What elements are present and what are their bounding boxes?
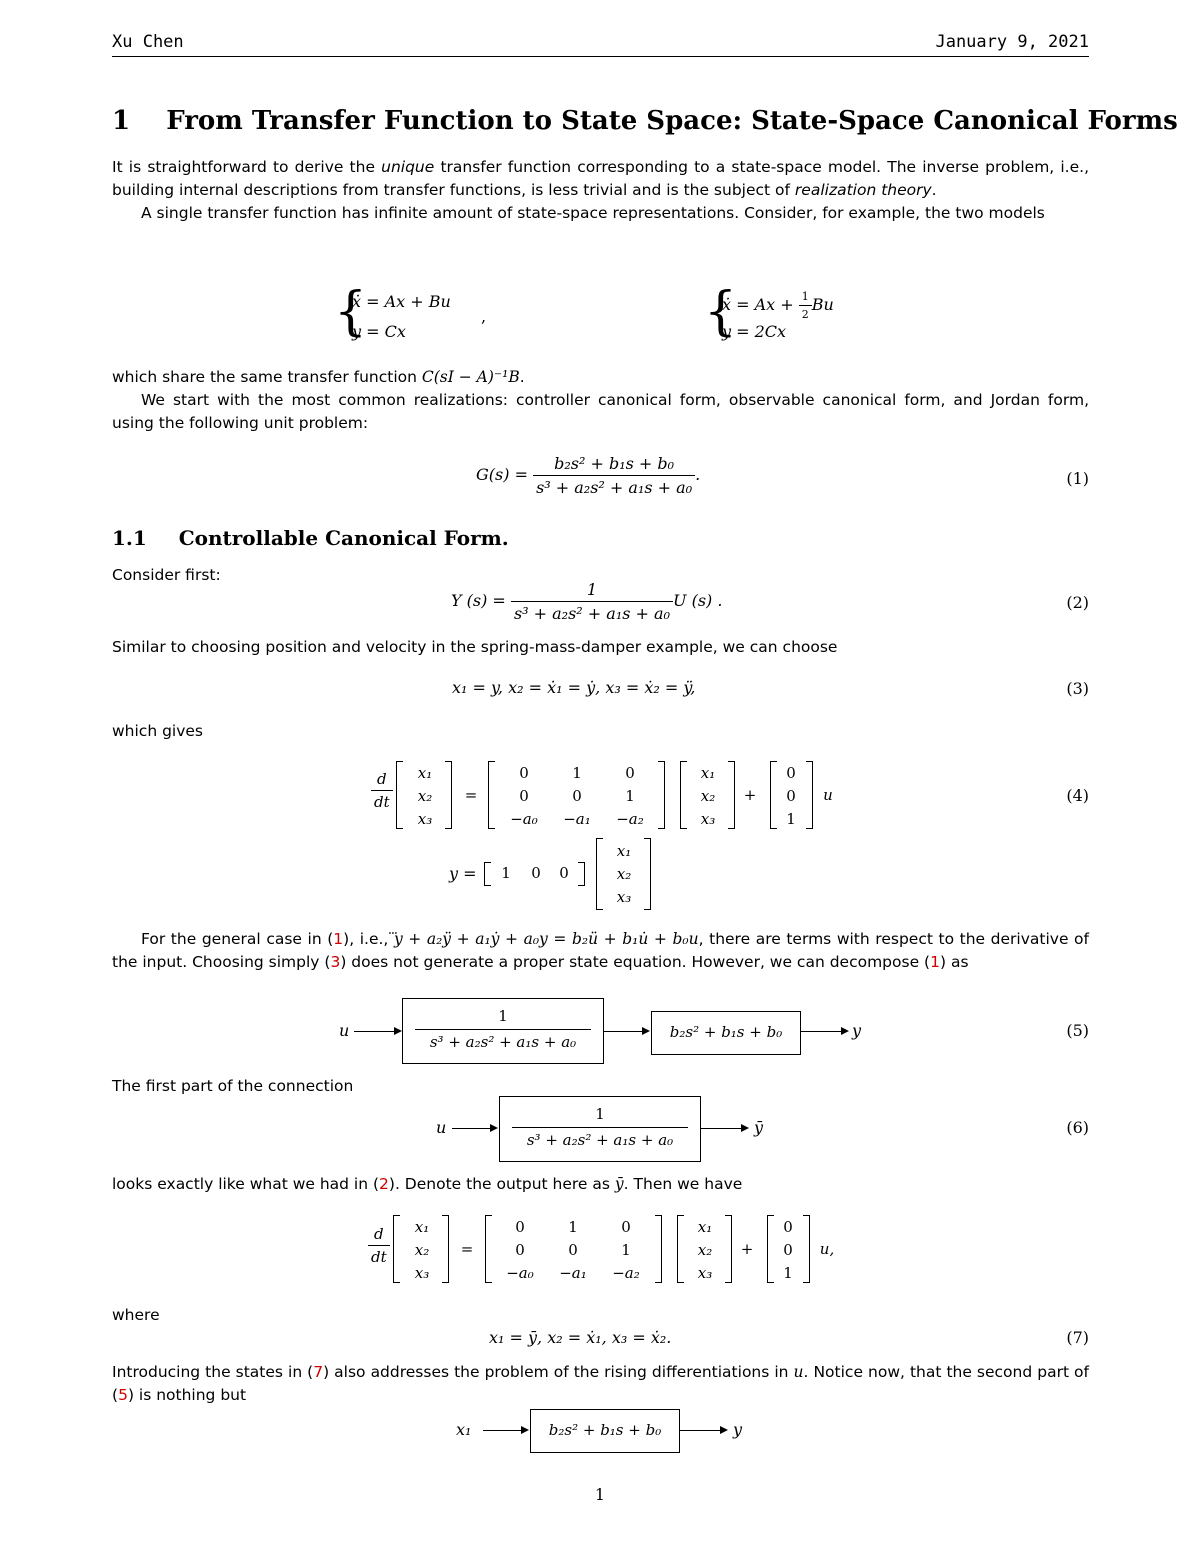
equ-x-bracket-right xyxy=(442,1215,449,1283)
eq4-x3: x₃ xyxy=(417,810,433,828)
para6-d: ) does not generate a proper state equation. However, we can decompose ( xyxy=(340,953,931,971)
para3-text-b: . xyxy=(519,368,525,386)
equ-rhs-x2: x₂ xyxy=(697,1241,713,1259)
eq4-ddt xyxy=(371,770,393,811)
eq4-A01: 1 xyxy=(572,764,582,782)
equ-frac xyxy=(368,1225,390,1266)
where-text: where xyxy=(112,1306,160,1324)
equ-x-bracket-left xyxy=(393,1215,400,1283)
header-rule xyxy=(112,56,1089,57)
eq2-lhs: Y (s) = xyxy=(451,591,506,610)
para8-a: Introducing the states in ( xyxy=(112,1363,314,1381)
para1-text-b: transfer function corresponding to a state-space model. The inverse problem, i.e., building internal descriptions from transfer functions, is less trivial and is the subject of xyxy=(112,158,1089,199)
paragraph-3 xyxy=(112,366,1089,389)
eq6-input-u: u xyxy=(436,1118,447,1137)
eq4-equals: = xyxy=(464,786,478,804)
eq1-label: (1) xyxy=(1066,469,1089,488)
eq5-arrow-mid xyxy=(604,1031,648,1032)
eq6-block-num: 1 xyxy=(595,1105,605,1123)
eq1-numerator: b₂s² + b₁s + b₀ xyxy=(554,454,675,473)
eq4-A02: 0 xyxy=(625,764,635,782)
ref-eq2[interactable]: 2 xyxy=(379,1175,389,1193)
models-separator: , xyxy=(481,307,487,326)
model1-row1: ẋ = Ax + Bu xyxy=(352,292,451,311)
equation-1 xyxy=(476,454,700,497)
eq2-tail: U (s) . xyxy=(673,591,723,610)
page-number: 1 xyxy=(594,1485,606,1504)
equ-B-bracket-right xyxy=(803,1215,810,1283)
header-date: January 9, 2021 xyxy=(935,32,1089,52)
eq5-arrow-out xyxy=(801,1031,847,1032)
eq6-block-den: s³ + a₂s² + a₁s + a₀ xyxy=(526,1131,674,1149)
para8-b: ) also addresses the problem of the rising differentiations in xyxy=(323,1363,794,1381)
paragraph-2: A single transfer function has infinite amount of state-space representations. Consider, for example, the two models xyxy=(141,204,1045,222)
eq1-fraction xyxy=(533,454,695,497)
eq4-B-bracket-left xyxy=(770,761,777,829)
eq4-rhs-x1: x₁ xyxy=(700,764,716,782)
eq5-block2-text: b₂s² + b₁s + b₀ xyxy=(669,1023,783,1041)
left-brace-2: { xyxy=(704,282,738,342)
eq4-A10: 0 xyxy=(519,787,529,805)
model2-row1-b: Bu xyxy=(811,295,834,314)
text-block-2 xyxy=(112,366,1089,435)
last-output-y: y xyxy=(733,1420,743,1439)
equ-A00: 0 xyxy=(515,1218,525,1236)
eq4-u: u xyxy=(823,786,833,804)
eq4-C1: 0 xyxy=(531,864,541,882)
eq4-y-x1: x₁ xyxy=(616,842,632,860)
eq4-x1: x₁ xyxy=(417,764,433,782)
eq4-frac xyxy=(371,770,393,811)
para6-c: , there are terms with respect to the derivative of the input. Choosing simply ( xyxy=(112,930,1089,971)
eq1-lhs: G(s) = xyxy=(476,465,528,484)
equ-u: u, xyxy=(819,1240,835,1258)
ode-expr: ⃛y + a₂ÿ + a₁ẏ + a₀y = b₂ü + b₁u̇ + b₀u xyxy=(393,930,699,948)
para8-u: u xyxy=(793,1363,804,1381)
model2-row1-a: ẋ = Ax + xyxy=(722,295,799,314)
eq2-numerator: 1 xyxy=(586,580,598,599)
eq5-block-1 xyxy=(402,998,604,1064)
eq4-A20: −a₀ xyxy=(510,810,538,828)
eq5-input-u: u xyxy=(339,1021,350,1040)
section-heading xyxy=(112,106,1178,136)
para1-text-c: . xyxy=(931,181,937,199)
equ-A10: 0 xyxy=(515,1241,525,1259)
subsection-heading xyxy=(112,526,509,550)
equ-x3: x₃ xyxy=(414,1264,430,1282)
equation-3: x₁ = y, x₂ = ẋ₁ = ẏ, x₃ = ẋ₂ = ÿ, xyxy=(452,678,696,697)
eq4-C-bracket-left xyxy=(484,862,491,886)
first-part-text: The first part of the connection xyxy=(112,1077,354,1095)
eq6-arrow-in xyxy=(452,1128,496,1129)
which-gives: which gives xyxy=(112,722,204,740)
eq4-A22: −a₂ xyxy=(616,810,644,828)
eq2-label: (2) xyxy=(1066,593,1089,612)
eq4-A00: 0 xyxy=(519,764,529,782)
half-den: 2 xyxy=(799,305,812,321)
eq4-B1: 0 xyxy=(786,787,796,805)
eq4-A11: 0 xyxy=(572,787,582,805)
eq6-output-ybar: ȳ xyxy=(754,1118,764,1137)
last-input-x1: x₁ xyxy=(456,1420,472,1439)
ref-eq1-b[interactable]: 1 xyxy=(930,953,940,971)
intro-text xyxy=(112,156,1089,225)
equ-A22: −a₂ xyxy=(612,1264,640,1282)
equ-A01: 1 xyxy=(568,1218,578,1236)
model1-row2: y = Cx xyxy=(352,322,406,341)
ref-eq1[interactable]: 1 xyxy=(333,930,344,948)
para8-d: ) is nothing but xyxy=(127,1386,247,1404)
equ-rhs-x1: x₁ xyxy=(697,1218,713,1236)
equ-x2: x₂ xyxy=(414,1241,430,1259)
para1-unique: unique xyxy=(381,158,435,176)
equ-dt: dt xyxy=(368,1245,390,1266)
eq4-xy-bracket-right xyxy=(644,838,651,910)
last-arrow-in xyxy=(483,1430,527,1431)
equ-x1: x₁ xyxy=(414,1218,430,1236)
half-num: 1 xyxy=(801,290,809,303)
para7-b: ). Denote the output here as xyxy=(388,1175,615,1193)
eq5-frac-line xyxy=(415,1029,591,1030)
eq4-x2-bracket-right xyxy=(728,761,735,829)
equ-A-bracket-right xyxy=(655,1215,662,1283)
eq5-arrow-in xyxy=(354,1031,400,1032)
eq4-x-bracket-right xyxy=(445,761,452,829)
section-title: From Transfer Function to State Space: State-Space Canonical Forms xyxy=(166,106,1178,136)
model2-row2: y = 2Cx xyxy=(722,322,787,341)
left-brace-1: { xyxy=(334,282,368,342)
last-block xyxy=(530,1409,680,1453)
eq5-block1-den: s³ + a₂s² + a₁s + a₀ xyxy=(429,1033,577,1051)
paragraph-6 xyxy=(112,928,1089,974)
equ-B0: 0 xyxy=(783,1218,793,1236)
equ-B-bracket-left xyxy=(767,1215,774,1283)
equ-A02: 0 xyxy=(621,1218,631,1236)
para3-text-a: which share the same transfer function xyxy=(112,368,422,386)
paragraph-1 xyxy=(112,156,1089,202)
transfer-expr: C(sI − A)⁻¹B xyxy=(421,368,520,386)
eq4-y-x3: x₃ xyxy=(616,888,632,906)
page-header xyxy=(112,32,1089,56)
eq4-C-bracket-right xyxy=(578,862,585,886)
eq4-A12: 1 xyxy=(625,787,635,805)
equ-A20: −a₀ xyxy=(506,1264,534,1282)
equ-x2-bracket-right xyxy=(725,1215,732,1283)
eq6-arrow-out xyxy=(701,1128,747,1129)
eq4-rhs-x2: x₂ xyxy=(700,787,716,805)
eq4-rhs-x3: x₃ xyxy=(700,810,716,828)
para7-c: . Then we have xyxy=(623,1175,743,1193)
eq4-plus: + xyxy=(743,786,757,804)
eq5-block1-num: 1 xyxy=(498,1007,508,1025)
eq4-C2: 0 xyxy=(559,864,569,882)
ref-eq3[interactable]: 3 xyxy=(330,953,341,971)
para8-c: . Notice now, that the second part of ( xyxy=(112,1363,1089,1404)
header-author: Xu Chen xyxy=(112,32,184,52)
eq6-block xyxy=(499,1096,701,1162)
equ-B1: 0 xyxy=(783,1241,793,1259)
last-block-text: b₂s² + b₁s + b₀ xyxy=(548,1421,662,1439)
eq4-x2: x₂ xyxy=(417,787,433,805)
section-number: 1 xyxy=(112,106,131,136)
eq4-B-bracket-right xyxy=(806,761,813,829)
equ-A12: 1 xyxy=(621,1241,631,1259)
eq7-label: (7) xyxy=(1066,1328,1089,1347)
equ-d: d xyxy=(374,1225,384,1243)
para1-text-a: It is straightforward to derive the xyxy=(112,158,382,176)
eq2-fraction xyxy=(511,580,673,623)
eq4-d: d xyxy=(377,770,387,788)
equ-equals: = xyxy=(460,1240,474,1258)
eq4-xy-bracket-left xyxy=(596,838,603,910)
eq1-denominator: s³ + a₂s² + a₁s + a₀ xyxy=(533,475,695,497)
eq4-A-bracket-right xyxy=(658,761,665,829)
eq2-denominator: s³ + a₂s² + a₁s + a₀ xyxy=(511,601,673,623)
ref-eq7[interactable]: 7 xyxy=(313,1363,324,1381)
ref-eq5[interactable]: 5 xyxy=(118,1386,128,1404)
eq5-block-2 xyxy=(651,1011,801,1055)
equation-7: x₁ = ȳ, x₂ = ẋ₁, x₃ = ẋ₂. xyxy=(489,1328,672,1347)
para6-e: ) as xyxy=(939,953,969,971)
eq6-label: (6) xyxy=(1066,1118,1089,1137)
para6-b: ), i.e., xyxy=(343,930,394,948)
eq4-label: (4) xyxy=(1066,786,1089,805)
para6-a: For the general case in ( xyxy=(141,930,334,948)
model2-row1 xyxy=(722,290,834,321)
eq4-B0: 0 xyxy=(786,764,796,782)
eq4-C0: 1 xyxy=(501,864,511,882)
eq4-A21: −a₁ xyxy=(563,810,591,828)
paragraph-8 xyxy=(112,1361,1089,1407)
para7-ybar: ȳ xyxy=(614,1175,624,1193)
consider-text: Consider first: xyxy=(112,566,221,584)
eq1-tail: . xyxy=(695,465,701,484)
equ-A-bracket-left xyxy=(485,1215,492,1283)
equ-ddt xyxy=(368,1225,390,1266)
equ-rhs-x3: x₃ xyxy=(697,1264,713,1282)
eq4-B2: 1 xyxy=(786,810,796,828)
last-arrow-out xyxy=(680,1430,726,1431)
eq4-y-x2: x₂ xyxy=(616,865,632,883)
eq5-output-y: y xyxy=(852,1021,862,1040)
equ-A21: −a₁ xyxy=(559,1264,587,1282)
eq5-label: (5) xyxy=(1066,1021,1089,1040)
equ-B2: 1 xyxy=(783,1264,793,1282)
para7-a: looks exactly like what we had in ( xyxy=(112,1175,380,1193)
equ-x2-bracket-left xyxy=(677,1215,684,1283)
para1-realization: realization theory xyxy=(794,181,932,199)
eq6-frac-line xyxy=(512,1127,688,1128)
eq4-y-lhs: y = xyxy=(449,864,477,883)
eq4-A-bracket-left xyxy=(488,761,495,829)
eq4-x-bracket-left xyxy=(396,761,403,829)
eq4-dt: dt xyxy=(371,790,393,811)
subsection-title: Controllable Canonical Form. xyxy=(178,526,509,550)
eq4-x2-bracket-left xyxy=(680,761,687,829)
equ-plus: + xyxy=(740,1240,754,1258)
paragraph-5: Similar to choosing position and velocity in the spring-mass-damper example, we can choose xyxy=(112,638,838,656)
subsection-number: 1.1 xyxy=(112,526,147,550)
half-fraction xyxy=(799,290,812,321)
equation-2 xyxy=(451,580,722,623)
paragraph-4: We start with the most common realizations: controller canonical form, observable canonical form, and Jordan form, using the following unit problem: xyxy=(112,391,1089,432)
paragraph-7 xyxy=(112,1173,742,1196)
equ-A11: 0 xyxy=(568,1241,578,1259)
eq3-label: (3) xyxy=(1066,679,1089,698)
